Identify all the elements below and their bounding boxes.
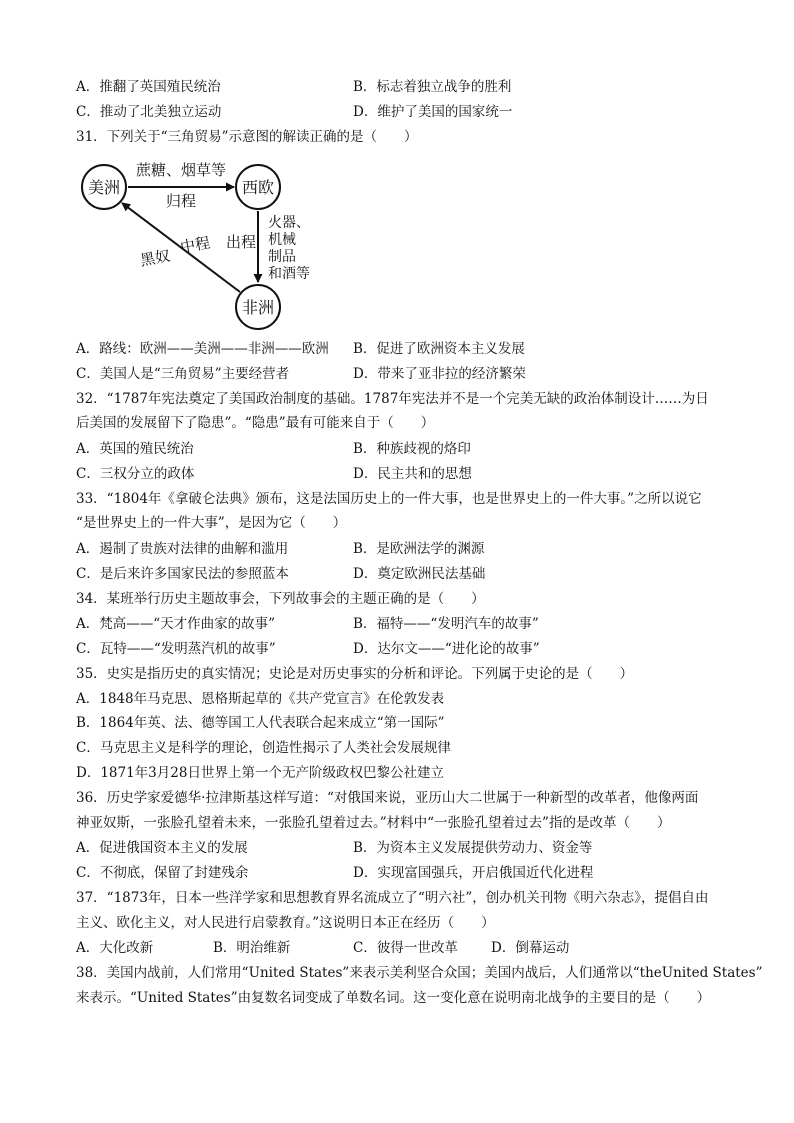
label-middle-leg: 中程 bbox=[178, 233, 212, 257]
label-goods-left: 黑奴 bbox=[138, 246, 172, 270]
triangular-trade-diagram bbox=[76, 155, 346, 335]
q32-stem-line-2: 后美国的发展留下了隐患”。“隐患”最有可能来自于（ ） bbox=[76, 415, 435, 431]
q31-option-c: C．美国人是“三角贸易”主要经营者 bbox=[76, 366, 290, 382]
q36-option-b: B．为资本主义发展提供劳动力、资金等 bbox=[353, 840, 593, 856]
q30-option-b: B．标志着独立战争的胜利 bbox=[353, 79, 512, 95]
label-goods-top: 蔗糖、烟草等 bbox=[135, 161, 227, 179]
q30-option-a: A．推翻了英国殖民统治 bbox=[76, 79, 221, 95]
q31-option-b: B．促进了欧洲资本主义发展 bbox=[353, 341, 525, 357]
q34-option-a: A．梵高——“天才作曲家的故事” bbox=[76, 616, 276, 632]
q37-option-b: B．明治维新 bbox=[213, 940, 291, 956]
q32-option-b: B．种族歧视的烙印 bbox=[353, 441, 471, 457]
label-goods-right-1: 火器、 bbox=[268, 215, 310, 231]
q33-option-d: D．奠定欧洲民法基础 bbox=[353, 566, 486, 582]
q33-stem-line-1: 33．“1804年《拿破仑法典》颁布，这是法国历史上的一件大事，也是世界史上的一件大事。”之所以说它 bbox=[76, 491, 702, 507]
q30-option-c: C．推动了北美独立运动 bbox=[76, 104, 222, 120]
q32-option-a: A．英国的殖民统治 bbox=[76, 441, 194, 457]
q38-stem-line-2: 来表示。“United States”由复数名词变成了单数名词。这一变化意在说明南北战争的主要目的是（ ） bbox=[76, 990, 711, 1006]
q37-option-d: D．倒幕运动 bbox=[491, 940, 570, 956]
label-europe: 西欧 bbox=[241, 178, 275, 197]
q35-stem: 35．史实是指历史的真实情况；史论是对历史事实的分析和评论。下列属于史论的是（ ） bbox=[76, 666, 634, 682]
label-goods-right-3: 制品 bbox=[268, 249, 296, 265]
q35-option-c: C．马克思主义是科学的理论，创造性揭示了人类社会发展规律 bbox=[76, 740, 451, 756]
q34-option-d: D．达尔文——“进化论的故事” bbox=[353, 641, 540, 657]
q34-stem: 34．某班举行历史主题故事会，下列故事会的主题正确的是（ ） bbox=[76, 591, 485, 607]
q33-option-a: A．遏制了贵族对法律的曲解和滥用 bbox=[76, 541, 289, 557]
q36-stem-line-1: 36．历史学家爱德华·拉津斯基这样写道：“对俄国来说，亚历山大二世属于一种新型的改革者，他像两面 bbox=[76, 790, 699, 806]
q32-option-c: C．三权分立的政体 bbox=[76, 466, 195, 482]
q37-stem-line-1: 37．“1873年，日本一些洋学家和思想教育界名流成立了“明六社”，创办机关刊物《明六杂志》，提倡自由 bbox=[76, 890, 709, 906]
label-return-leg: 归程 bbox=[165, 192, 197, 210]
q37-stem-line-2: 主义、欧化主义，对人民进行启蒙教育。”这说明日本正在经历（ ） bbox=[76, 915, 495, 931]
label-america: 美洲 bbox=[87, 178, 121, 197]
q38-stem-line-1: 38．美国内战前，人们常用“United States”来表示美利坚合众国；美国内战后，人们通常以“theUnited States” bbox=[76, 965, 763, 981]
q32-option-d: D．民主共和的思想 bbox=[353, 466, 472, 482]
q33-option-c: C．是后来许多国家民法的参照蓝本 bbox=[76, 566, 289, 582]
q35-option-d: D．1871年3月28日世界上第一个无产阶级政权巴黎公社建立 bbox=[76, 765, 444, 781]
q36-option-c: C．不彻底，保留了封建残余 bbox=[76, 865, 249, 881]
q35-option-a: A．1848年马克思、恩格斯起草的《共产党宣言》在伦敦发表 bbox=[76, 691, 445, 707]
q34-option-b: B．福特——“发明汽车的故事” bbox=[353, 616, 539, 632]
q31-option-a: A．路线：欧洲——美洲——非洲——欧洲 bbox=[76, 341, 329, 357]
q33-option-b: B．是欧洲法学的渊源 bbox=[353, 541, 485, 557]
label-goods-right-2: 机械 bbox=[268, 232, 296, 248]
q34-option-c: C．瓦特——“发明蒸汽机的故事” bbox=[76, 641, 276, 657]
q31-option-d: D．带来了亚非拉的经济繁荣 bbox=[353, 366, 526, 382]
triangular-trade-svg bbox=[76, 155, 346, 335]
q35-option-b: B．1864年英、法、德等国工人代表联合起来成立“第一国际” bbox=[76, 715, 445, 731]
q33-stem-line-2: “是世界史上的一件大事”，是因为它（ ） bbox=[76, 515, 347, 531]
q36-option-d: D．实现富国强兵，开启俄国近代化进程 bbox=[353, 865, 594, 881]
q36-option-a: A．促进俄国资本主义的发展 bbox=[76, 840, 248, 856]
q31-stem: 31．下列关于“三角贸易”示意图的解读正确的是（ ） bbox=[76, 129, 418, 145]
label-africa: 非洲 bbox=[241, 298, 275, 317]
label-outbound-leg: 出程 bbox=[225, 233, 256, 251]
q36-stem-line-2: 神亚奴斯，一张脸孔望着未来，一张脸孔望着过去。”材料中“一张脸孔望着过去”指的是改革（ ） bbox=[76, 815, 671, 831]
q37-option-a: A．大化改新 bbox=[76, 940, 154, 956]
label-goods-right-4: 和酒等 bbox=[268, 266, 310, 282]
q30-option-d: D．维护了美国的国家统一 bbox=[353, 104, 513, 120]
q32-stem-line-1: 32．“1787年宪法奠定了美国政治制度的基础。1787年宪法并不是一个完美无缺的政治体制设计……为日 bbox=[76, 391, 709, 407]
q37-option-c: C．彼得一世改革 bbox=[353, 940, 458, 956]
